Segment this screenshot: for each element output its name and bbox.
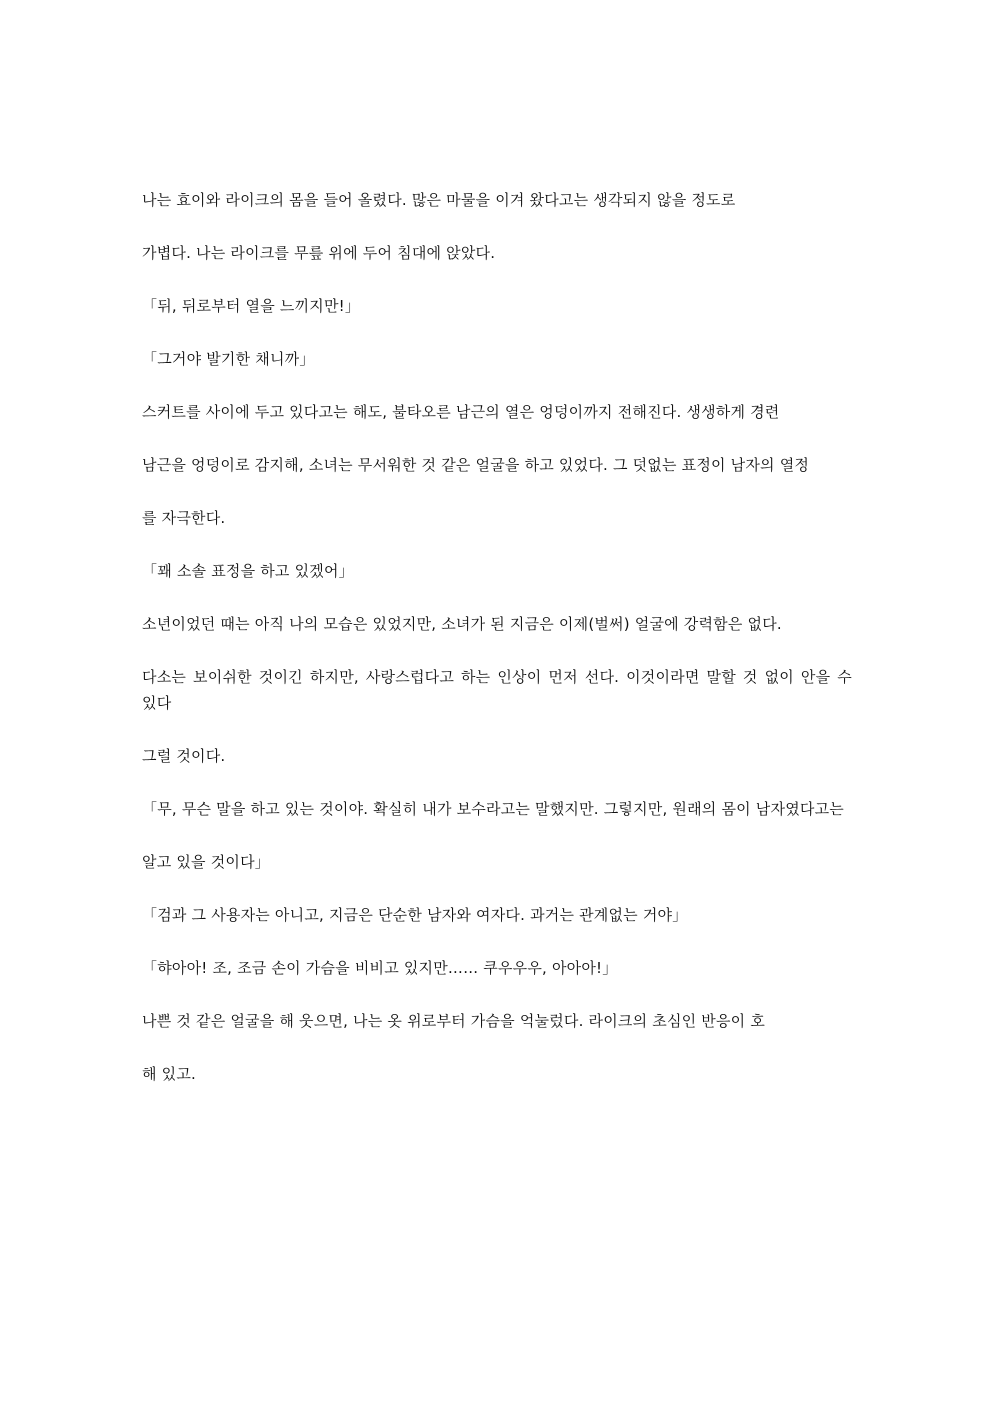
- paragraph-17: 해 있고.: [142, 1065, 197, 1083]
- paragraph-1: 나는 효이와 라이크의 몸을 들어 올렸다. 많은 마물을 이겨 왔다고는 생각되지 않을 정도로: [142, 191, 736, 209]
- paragraph-11: 그럴 것이다.: [142, 747, 226, 765]
- paragraph-10: 다소는 보이쉬한 것이긴 하지만, 사랑스럽다고 하는 인상이 먼저 선다. 이것이라면 말할 것 없이 안을 수 있다: [142, 668, 852, 712]
- paragraph-12: 「무, 무슨 말을 하고 있는 것이야. 확실히 내가 보수라고는 말했지만. 그렇지만, 원래의 몸이 남자였다고는: [142, 800, 844, 818]
- paragraph-16: 나쁜 것 같은 얼굴을 해 웃으면, 나는 옷 위로부터 가슴을 억눌렀다. 라이크의 초심인 반응이 호: [142, 1012, 766, 1030]
- paragraph-8: 「꽤 소솔 표정을 하고 있겠어」: [142, 562, 354, 580]
- paragraph-5: 스커트를 사이에 두고 있다고는 해도, 불타오른 남근의 열은 엉덩이까지 전해진다. 생생하게 경련: [142, 403, 780, 421]
- paragraph-3: 「뒤, 뒤로부터 열을 느끼지만!」: [142, 297, 361, 315]
- paragraph-7: 를 자극한다.: [142, 509, 226, 527]
- paragraph-2: 가볍다. 나는 라이크를 무릎 위에 두어 침대에 앉았다.: [142, 244, 496, 262]
- paragraph-14: 「검과 그 사용자는 아니고, 지금은 단순한 남자와 여자다. 과거는 관계없는 거야」: [142, 906, 688, 924]
- paragraph-4: 「그거야 발기한 채니까」: [142, 350, 315, 368]
- paragraph-15: 「햐아아! 조, 조금 손이 가슴을 비비고 있지만…… 쿠우우우, 아아아!」: [142, 959, 618, 977]
- paragraph-9: 소년이었던 때는 아직 나의 모습은 있었지만, 소녀가 된 지금은 이제(벌써) 얼굴에 강력함은 없다.: [142, 615, 782, 633]
- paragraph-13: 알고 있을 것이다」: [142, 853, 270, 871]
- paragraph-6: 남근을 엉덩이로 감지해, 소녀는 무서워한 것 같은 얼굴을 하고 있었다. 그 덧없는 표정이 남자의 열정: [142, 456, 810, 474]
- document-body: [142, 187, 852, 1087]
